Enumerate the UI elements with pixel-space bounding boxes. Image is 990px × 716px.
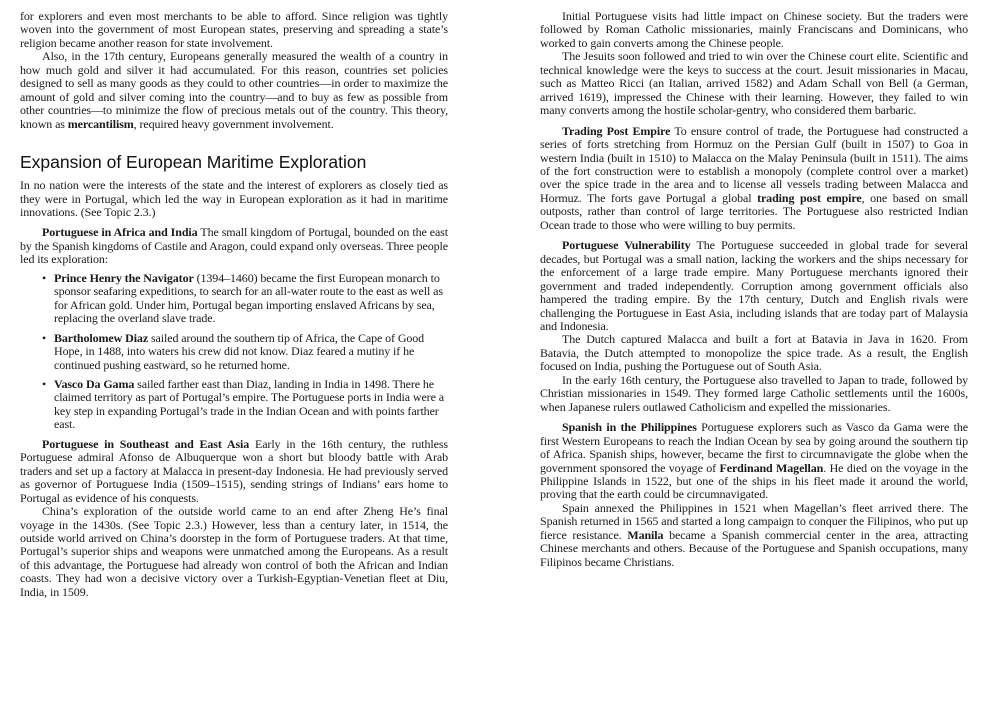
key-term-ferdinand-magellan: Ferdinand Magellan (719, 460, 824, 475)
bullet-glyph: • (42, 330, 47, 345)
paragraph: for explorers and even most merchants to be able to afford. Since religion was tightly woven into the government of most European states, preserving and spreading a state’s religion became another reason for state involvement. (20, 9, 448, 50)
paragraph: Spain annexed the Philippines in 1521 when Magellan’s fleet arrived there. The Spanish returned in 1565 and started a long campaign to conquer the Filipinos, who put up fierce resistance. Manila became a Spanish commercial center in the area, attracting Chinese merchants and others. Because of the Portuguese and Spanish occupations, many Filipinos became Christians. (540, 500, 969, 569)
subheading: Portuguese Vulnerability (562, 238, 691, 253)
paragraph: Trading Post Empire To ensure control of trade, the Portuguese had constructed a series of forts stretching from Hormuz on the Persian Gulf (built in 1507) to Goa in western India (built in 1510) to Malacca on the Malay Peninsula (built in 1511). The aims of the fort construction were to establish a monopoly (complete control over a market) over the spice trade in the area and to license all vessels trading between Malacca and Hormuz. The forts gave Portugal a global trading post empire, one based on small outposts, rather than control of large territories. The Portuguese also restricted Indian Ocean trade to those who were willing to buy permits. (540, 123, 969, 232)
list-item: • Prince Henry the Navigator (1394–1460) became the first European monarch to sponsor seafaring expeditions, to search for an all-water route to the east as well as for African gold. Under him, Portugal began importing enslaved Africans by sea, replacing the overland slave trade. (42, 270, 443, 326)
paragraph: Portuguese in Africa and India The small kingdom of Portugal, bounded on the east by the Spanish kingdoms of Castile and Aragon, could expand only overseas. Three people led its exploration: (20, 225, 448, 267)
bullet-glyph: • (42, 270, 47, 285)
paragraph: China’s exploration of the outside world came to an end after Zheng He’s final voyage in the 1430s. (See Topic 2.3.) However, less than a century later, in 1514, the outside world arrived on China’s doorstep in the form of Portuguese traders. At that time, Portugal’s superior ships and weapons were unmatched among the Europeans. As a result of this advantage, the Portuguese had already won control of both the African and Indian coasts. They had won a decisive victory over a Turkish-Egyptian-Venetian fleet at Diu, India, in 1509. (20, 504, 448, 599)
paragraph: In no nation were the interests of the state and the interest of explorers as closely tied as they were in Portugal, which led the way in European exploration as it had in maritime innovations. (See Topic 2.3.) (20, 178, 448, 219)
paragraph: In the early 16th century, the Portuguese also travelled to Japan to trade, followed by Christian missionaries in 1549. They formed large Catholic settlements until the 1600s, when Japanese rulers outlawed Catholicism and expelled the missionaries. (540, 372, 968, 414)
right-column (540, 10, 968, 569)
left-column (20, 10, 448, 599)
bullet-glyph: • (42, 376, 47, 391)
list-item: • Vasco Da Gama sailed farther east than Diaz, landing in India in 1498. There he claimed territory as part of Portugal’s empire. The Portuguese ports in India were a key step in expanding Portugal’s trade in the Indian Ocean and with points farther east. (42, 376, 444, 432)
section-heading: Expansion of European Maritime Exploration (20, 152, 367, 173)
paragraph: Portuguese in Southeast and East Asia Early in the 16th century, the ruthless Portuguese admiral Afonso de Albuquerque won a short but bloody battle with Arab traders and set up a factory at Malacca in present-day Indonesia. He had previously served as governor of Portuguese India (1509–1515), sending strings of Indians’ ears home to Portugal as evidence of his conquests. (20, 436, 448, 505)
key-term-trading-post-empire: trading post empire (757, 190, 862, 205)
paragraph: The Dutch captured Malacca and built a fort at Batavia in Java in 1620. From Batavia, the Dutch attempted to monopolize the spice trade. As a result, the English focused on India, pushing the Portuguese out of South Asia. (540, 332, 968, 374)
paragraph: Spanish in the Philippines Portuguese explorers such as Vasco da Gama were the first Western Europeans to reach the Indian Ocean by sea by going around the southern tip of Africa. Spanish ships, however, became the first to circumnavigate the globe when the government sponsored the voyage of Ferdinand Magellan. He died on the voyage in the Philippine Islands in 1522, but one of the ships in his fleet made it around the world, proving that the earth could be circumnavigated. (540, 420, 968, 502)
subheading: Portuguese in Southeast and East Asia (42, 436, 250, 451)
list-item: • Bartholomew Diaz sailed around the southern tip of Africa, the Cape of Good Hope, in 1488, into waters his crew did not know. Diaz feared a mutiny if he continued pushing eastward, so he returned home. (42, 330, 425, 372)
subheading: Portuguese in Africa and India (42, 225, 198, 240)
key-term-mercantilism: mercantilism (67, 116, 134, 131)
paragraph: Also, in the 17th century, Europeans generally measured the wealth of a country in how much gold and silver it had accumulated. For this reason, countries set policies designed to sell as many goods as they could to other countries—in order to maximize the amount of gold and silver coming into the country—and to buy as few as possible from other countries—to minimize the flow of precious metals out of the country. This theory, known as mercantilism, required heavy government involvement. (20, 49, 448, 131)
subheading: Trading Post Empire (562, 123, 671, 138)
subheading: Spanish in the Philippines (562, 420, 697, 435)
paragraph: Portuguese Vulnerability The Portuguese succeeded in global trade for several decades, but Portugal was a small nation, lacking the workers and the ships necessary for the enforcement of a large trade empire. Many Portuguese merchants ignored their government and traded independently. Corruption among government officials also hampered the trading empire. By the 17th century, Dutch and English rivals were challenging the Portuguese in East Asia, including islands that are today part of Malaysia and Indonesia. (540, 238, 968, 333)
bullet-list (20, 272, 448, 432)
paragraph: Initial Portuguese visits had little impact on Chinese society. But the traders were followed by Roman Catholic missionaries, mainly Franciscans and Dominicans, who worked to gain converts among the Chinese people. (540, 9, 968, 50)
key-term-manila: Manila (627, 527, 664, 542)
paragraph: The Jesuits soon followed and tried to win over the Chinese court elite. Scientific and technical knowledge were the keys to success at the court. Jesuit missionaries in Macau, such as Matteo Ricci (an Italian, arrived 1582) and Adam Schall von Bell (a German, arrived 1619), impressed the Chinese with their learning. However, they failed to win many converts among the hostile scholar-gentry, who considered them barbaric. (540, 49, 968, 118)
